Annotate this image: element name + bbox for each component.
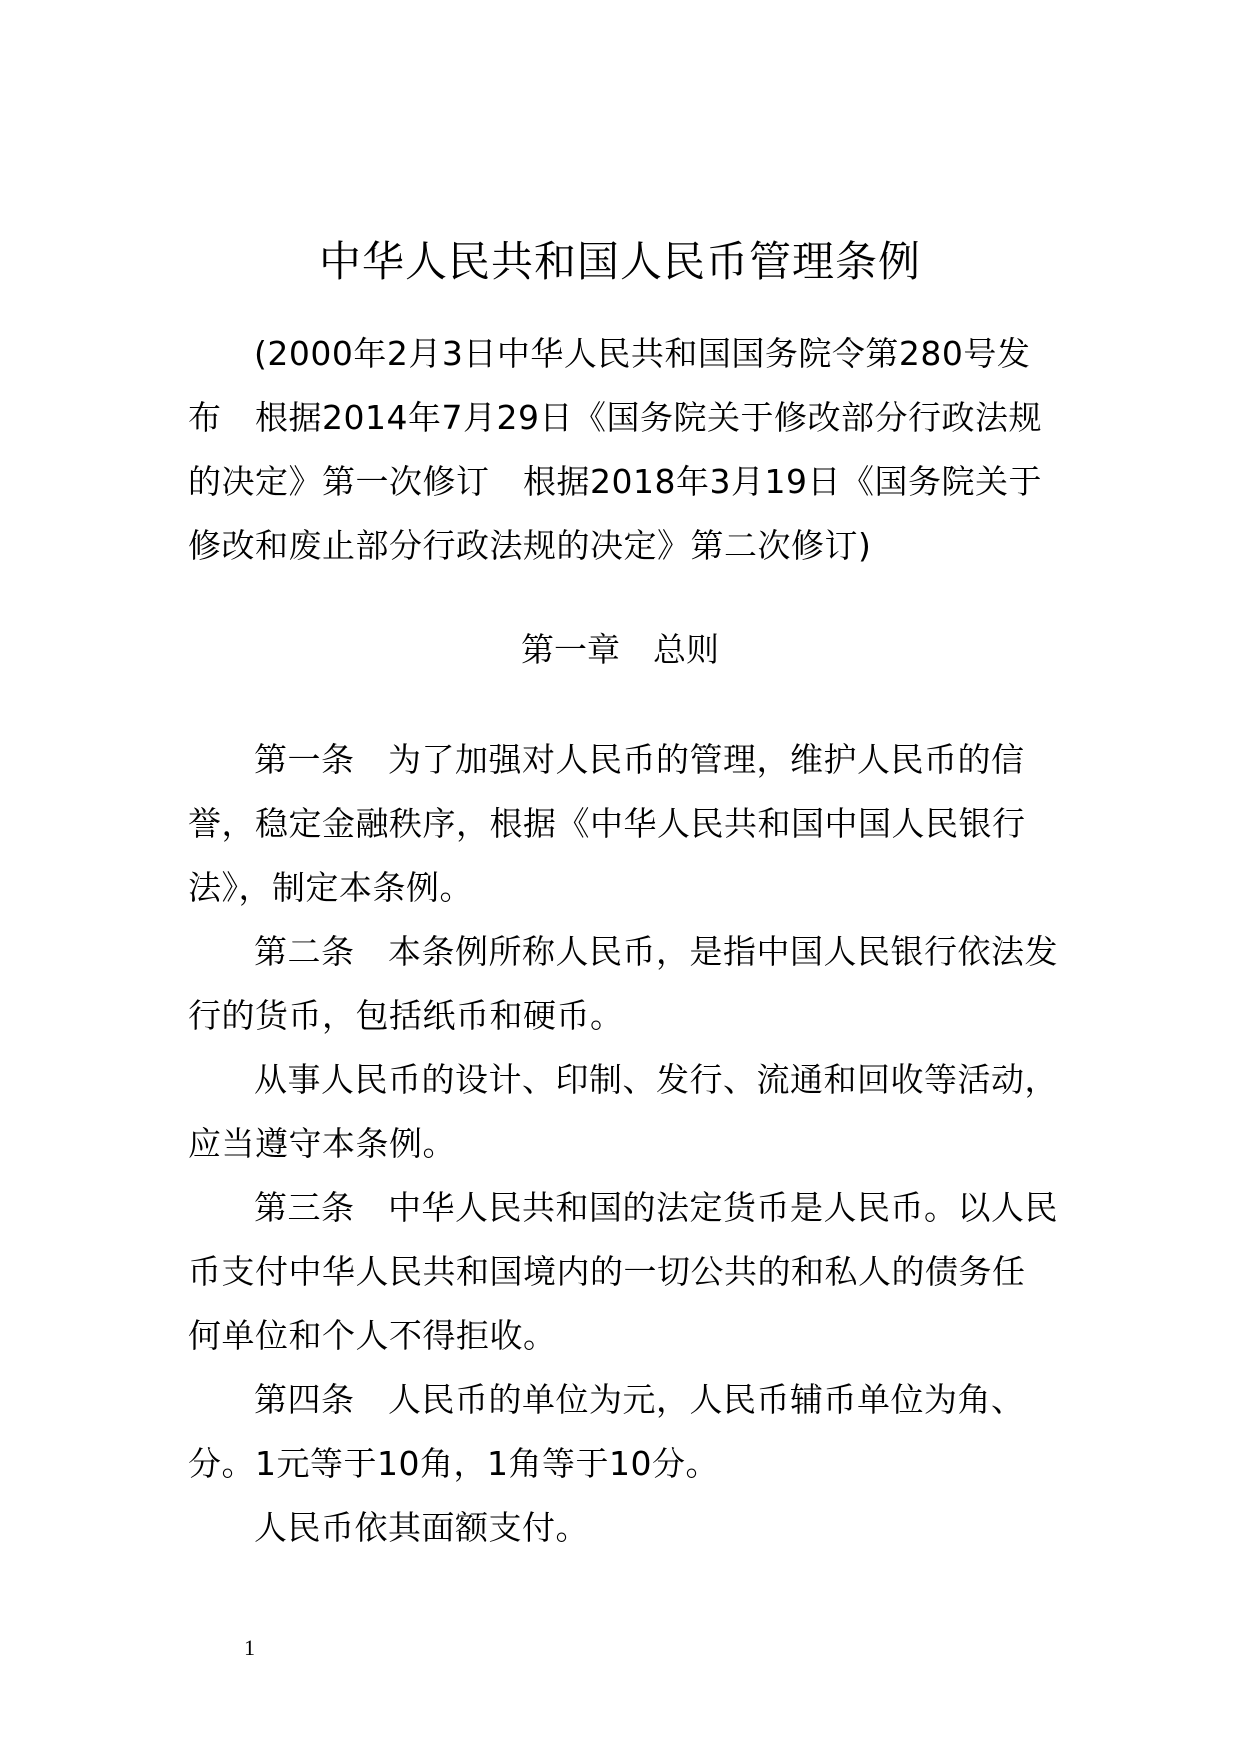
article-1: 第一条 为了加强对人民币的管理，维护人民币的信誉，稳定金融秩序，根据《中华人民共和国中国人民银行法》，制定本条例。 bbox=[188, 740, 1026, 907]
page-number: 1 bbox=[244, 1635, 255, 1660]
article-4-paragraph-2: 人民币依其面额支付。 bbox=[254, 1508, 589, 1547]
article-4: 第四条 人民币的单位为元，人民币辅币单位为角、分。1元等于10角，1角等于10分。 bbox=[188, 1380, 1025, 1483]
document-title: 中华人民共和国人民币管理条例 bbox=[318, 237, 921, 286]
chapter-heading: 第一章 总则 bbox=[521, 630, 719, 669]
preamble-text: (2000年2月3日中华人民共和国国务院令第280号发布 根据2014年7月29日《国务院关于修改部分行政法规的决定》第一次修订 根据2018年3月19日《国务院关于修改和废止部分行政法规的决定》第二次修订) bbox=[188, 334, 1042, 565]
preamble-block bbox=[188, 322, 1058, 578]
article-3: 第三条 中华人民共和国的法定货币是人民币。以人民币支付中华人民共和国境内的一切公共的和私人的债务任何单位和个人不得拒收。 bbox=[188, 1188, 1058, 1355]
article-2: 第二条 本条例所称人民币，是指中国人民银行依法发行的货币，包括纸币和硬币。 bbox=[188, 932, 1058, 1035]
article-2-paragraph-2: 从事人民币的设计、印制、发行、流通和回收等活动，应当遵守本条例。 bbox=[188, 1060, 1058, 1163]
articles-block bbox=[188, 728, 1058, 1560]
